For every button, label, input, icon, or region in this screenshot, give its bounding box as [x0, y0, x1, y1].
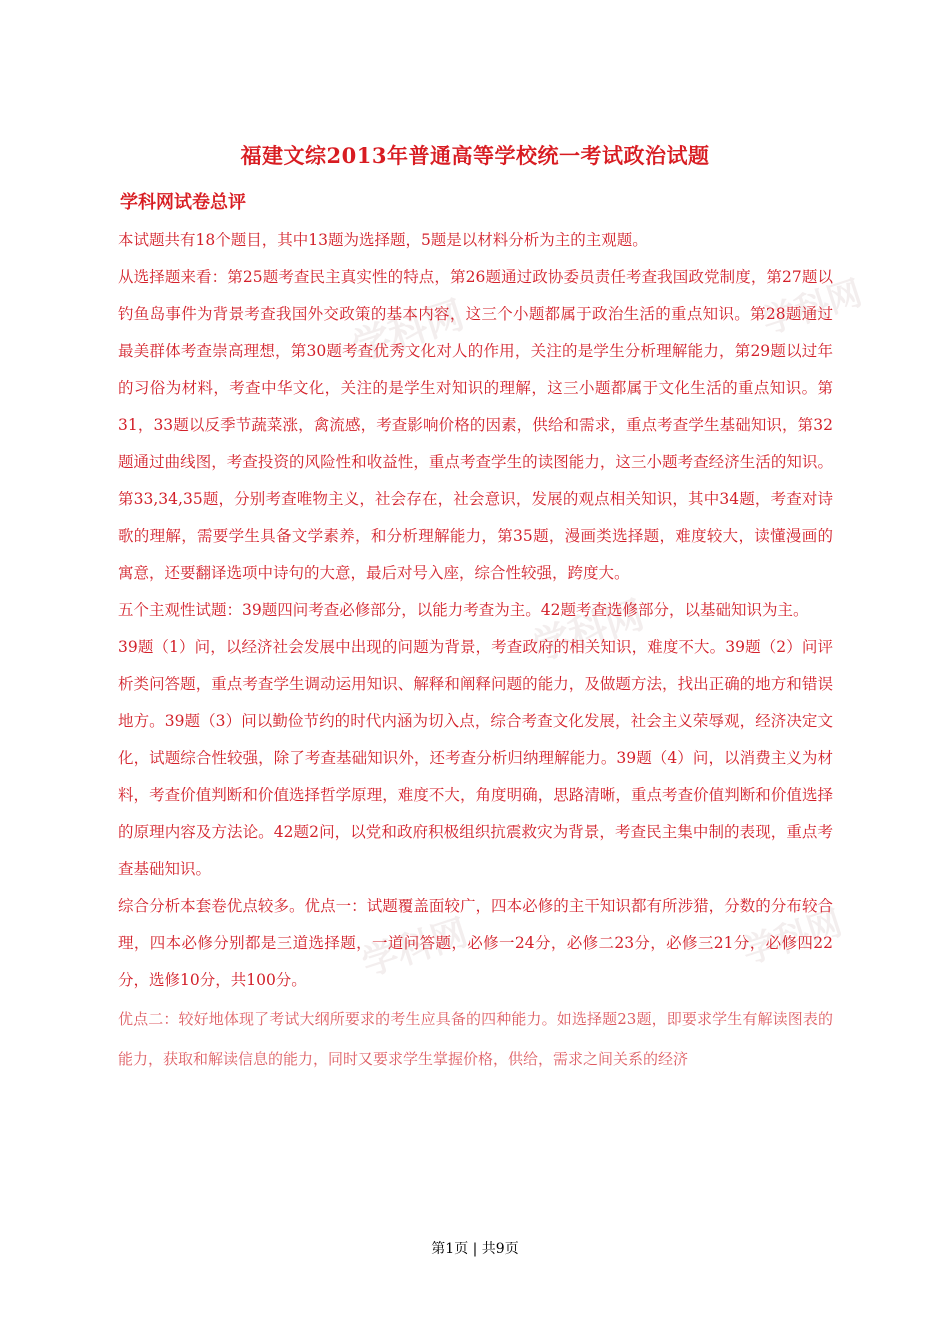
watermark-logo: 学科网	[527, 592, 650, 670]
page-footer: 第1页 | 共9页	[431, 1241, 519, 1257]
paragraph-advantage-two: 优点二：较好地体现了考试大纲所要求的考生应具备的四种能力。如选择题23题，即要求学生有解读图表的能力，获取和解读信息的能力，同时又要求学生掌握价格，供给，需求之间关系的经济	[118, 1010, 833, 1068]
paragraph-choice-questions: 从选择题来看：第25题考查民主真实性的特点，第26题通过政协委员责任考查我国政党制度，第27题以钓鱼岛事件为背景考查我国外交政策的基本内容，这三个小题都属于政治生活的重点知识。第28题通过最美群体考查崇高理想，第30题考查优秀文化对人的作用，关注的是学生分析理解能力，第29题以过年的习俗为材料，考查中华文化，关注的是学生对知识的理解，这三小题都属于文化生活的重点知识。第31，33题以反季节蔬菜涨，禽流感，考查影响价格的因素，供给和需求，重点考查学生基础知识，第32题通过曲线图，考查投资的风险性和收益性，重点考查学生的读图能力，这三小题考查经济生活的知识。第33,34,35题，分别考查唯物主义，社会存在，社会意识，发展的观点相关知识，其中34题，考查对诗歌的理解，需要学生具备文学素养，和分析理解能力，第35题，漫画类选择题，难度较大，读懂漫画的寓意，还要翻译选项中诗句的大意，最后对号入座，综合性较强，跨度大。	[118, 268, 833, 582]
paragraph-overview: 本试题共有18个题目，其中13题为选择题，5题是以材料分析为主的主观题。	[118, 231, 648, 249]
paragraph-advantage-one: 综合分析本套卷优点较多。优点一：试题覆盖面较广，四本必修的主干知识都有所涉猎，分数的分布较合理，四本必修分别都是三道选择题，一道问答题，必修一24分，必修二23分，必修三21分，必修四22分，选修10分，共100分。	[118, 897, 833, 989]
watermark-logo: 学科网	[737, 903, 847, 973]
watermark-logo: 学科网	[357, 912, 473, 985]
document-title: 福建文综2013年普通高等学校统一考试政治试题	[240, 143, 710, 168]
paragraph-subjective-questions: 五个主观性试题：39题四问考查必修部分，以能力考查为主。42题考查选修部分，以基础知识为主。	[118, 601, 809, 619]
document-body	[118, 222, 833, 1079]
paragraph-question-39: 39题（1）问，以经济社会发展中出现的问题为背景，考查政府的相关知识，难度不大。39题（2）问评析类问答题，重点考查学生调动运用知识、解释和阐释问题的能力，及做题方法，找出正确的地方和错误地方。39题（3）问以勤俭节约的时代内涵为切入点，综合考查文化发展，社会主义荣辱观，经济决定文化，试题综合性较强，除了考查基础知识外，还考查分析归纳理解能力。39题（4）问，以消费主义为材料，考查价值判断和价值选择哲学原理，难度不大，角度明确，思路清晰，重点考查价值判断和价值选择的原理内容及方法论。42题2问，以党和政府积极组织抗震救灾为背景，考查民主集中制的表现，重点考查基础知识。	[118, 638, 833, 878]
watermark-logo: 学科网	[757, 273, 867, 343]
section-heading: 学科网试卷总评	[120, 192, 246, 213]
watermark-logo: 学科网	[347, 292, 470, 370]
